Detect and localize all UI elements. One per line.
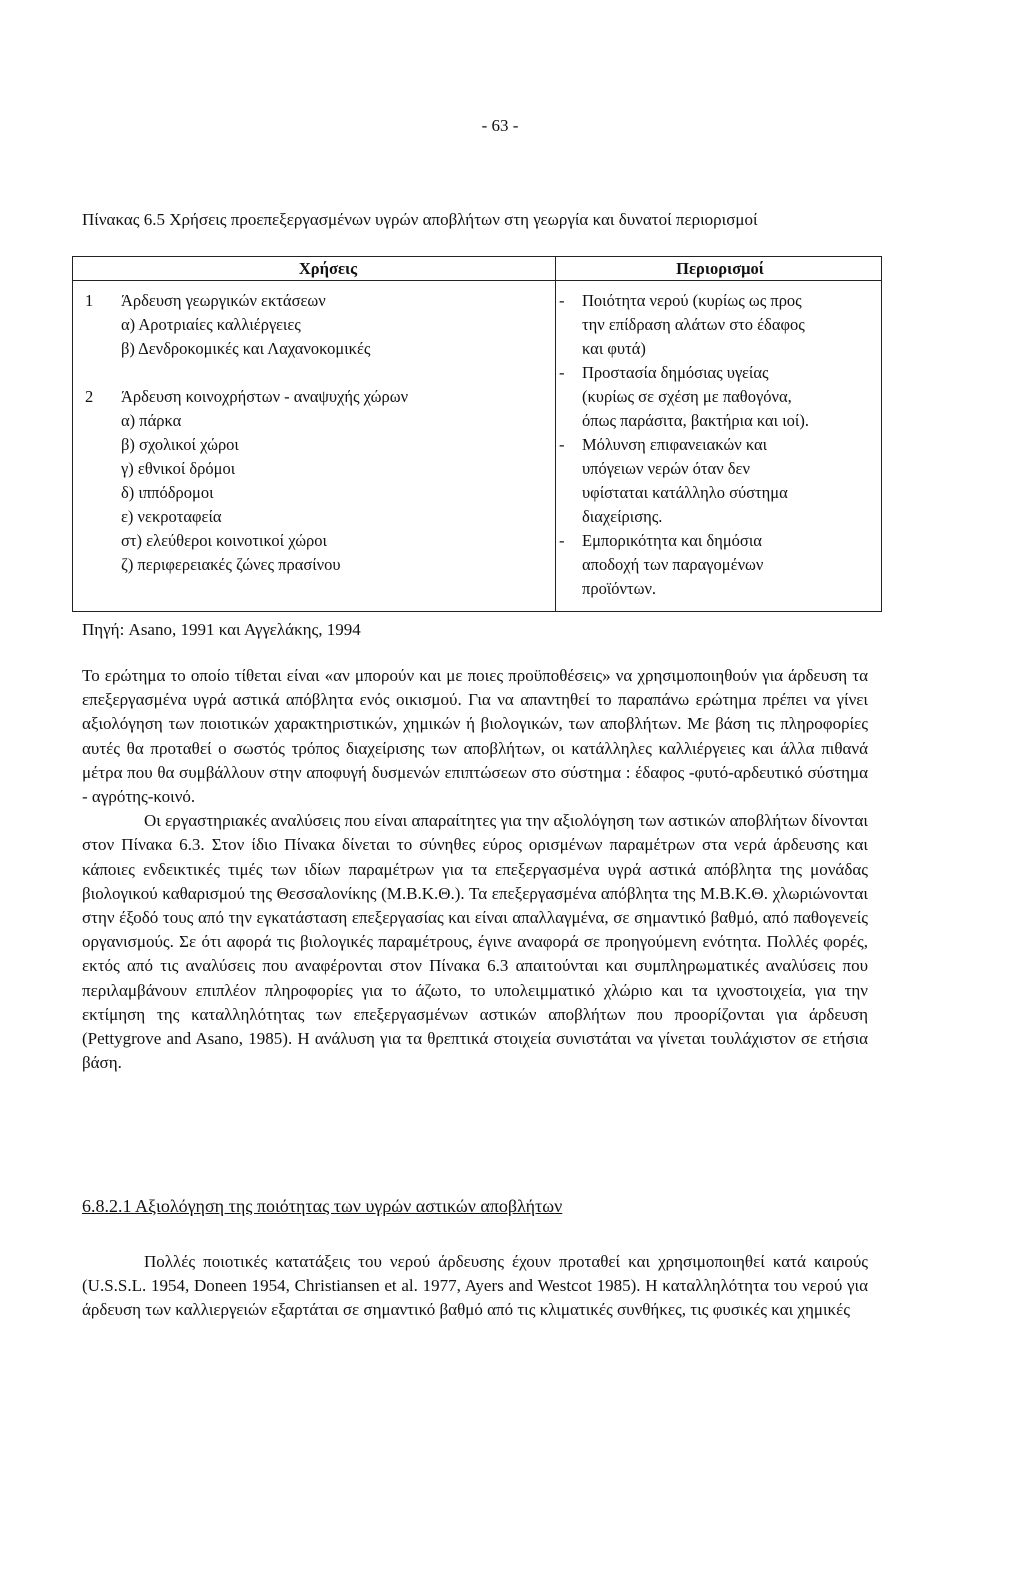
table-row — [121, 385, 551, 577]
limit-line: Εμπορικότητα και δημόσια — [582, 531, 762, 550]
limit-line: διαχείρισης. — [582, 507, 663, 526]
section-heading: 6.8.2.1 Αξιολόγηση της ποιότητας των υγρών αστικών αποβλήτων — [82, 1196, 563, 1216]
use-line: δ) ιππόδρομοι — [121, 483, 214, 502]
table-row — [121, 289, 551, 361]
limit-line: υφίσταται κατάλληλο σύστημα — [582, 483, 788, 502]
limit-dash: - — [559, 291, 565, 310]
use-line: γ) εθνικοί δρόμοι — [121, 459, 236, 478]
limit-item — [559, 433, 877, 529]
limit-text — [582, 289, 877, 361]
limit-dash: - — [559, 435, 565, 454]
paragraph: Το ερώτημα το οποίο τίθεται είναι «αν μπορούν και με ποιες προϋποθέσεις» να χρησιμοποιηθούν για άρδευση τα επεξεργασμένα υγρά αστικά απόβλητα ενός οικισμού. Για να απαντηθεί το παραπάνω ερώτημα πρέπει να γίνει αξιολόγηση των ποιοτικών χαρακτηριστικών, χημικών ή βιολογικών, των αποβλήτων. Με βάση τις πληροφορίες αυτές θα προταθεί ο σωστός τρόπος διαχείρισης των αποβλήτων, οι κατάλληλες καλλιέργειες και άλλα πιθανά μέτρα που θα συμβάλλουν στην αποφυγή δυσμενών επιπτώσεων στο σύστημα : έδαφος -φυτό-αρδευτικό σύστημα - αγρότης-κοινό. — [82, 666, 868, 807]
limit-line: Προστασία δημόσιας υγείας — [582, 363, 769, 382]
limit-text — [582, 361, 877, 433]
limit-text — [582, 433, 877, 529]
row-number: 1 — [85, 291, 94, 310]
limit-line: (κυρίως σε σχέση με παθογόνα, — [582, 387, 792, 406]
header-limits: Περιορισμοί — [676, 259, 764, 278]
use-line: Άρδευση γεωργικών εκτάσεων — [121, 291, 326, 310]
limit-line: και φυτά) — [582, 339, 646, 358]
use-line: α) Αροτριαίες καλλιέργειες — [121, 315, 301, 334]
paragraph: Πολλές ποιοτικές κατατάξεις του νερού άρδευσης έχουν προταθεί και χρησιμοποιηθεί κατά καιρούς (U.S.S.L. 1954, Doneen 1954, Christiansen et al. 1977, Ayers and Westcot 1985). Η καταλληλότητα του νερού για άρδευση των καλλιεργειών εξαρτάται σε σημαντικό βαθμό από τις κλιματικές συνθήκες, τις φυσικές και χημικές — [82, 1252, 868, 1320]
page-number: - 63 - — [481, 116, 519, 135]
limit-line: αποδοχή των παραγομένων — [582, 555, 764, 574]
use-line: Άρδευση κοινοχρήστων - αναψυχής χώρων — [121, 387, 409, 406]
limit-dash: - — [559, 531, 565, 550]
use-line: ζ) περιφερειακές ζώνες πρασίνου — [121, 555, 341, 574]
column-divider — [555, 257, 556, 611]
limit-line: προϊόντων. — [582, 579, 657, 598]
limit-line: Ποιότητα νερού (κυρίως ως προς — [582, 291, 802, 310]
header-uses: Χρήσεις — [298, 259, 358, 278]
limit-dash: - — [559, 363, 565, 382]
table-caption-label: Πίνακας 6.5 — [82, 210, 165, 229]
row-number: 2 — [85, 387, 94, 406]
paragraph: Οι εργαστηριακές αναλύσεις που είναι απαραίτητες για την αξιολόγηση των αστικών αποβλήτων δίνονται στον Πίνακα 6.3. Στον ίδιο Πίνακα δίνεται το σύνηθες εύρος ορισμένων παραμέτρων στα νερά άρδευσης και κάποιες ενδεικτικές τιμές των ιδίων παραμέτρων για τα επεξεργασμένα υγρά αστικά απόβλητα της μονάδας βιολογικού καθαρισμού της Θεσσαλονίκης (Μ.Β.Κ.Θ.). Τα επεξεργασμένα απόβλητα της Μ.Β.Κ.Θ. χλωριώνονται στην έξοδό τους από την εγκατάσταση επεξεργασίας και είναι απαλλαγμένα, σε σημαντικό βαθμό, από παθογενείς οργανισμούς. Σε ότι αφορά τις βιολογικές παραμέτρους, έγινε αναφορά σε προηγούμενη ενότητα. Πολλές φορές, εκτός από τις αναλύσεις που αναφέρονται στον Πίνακα 6.3 απαιτούνται και συμπληρωματικές αναλύσεις που περιλαμβάνουν επιπλέον πληροφορίες για το άζωτο, το υπολειμματικό χλώριο και τα ιχνοστοιχεία, για την εκτίμηση της καταλληλότητας των επεξεργασμένων αστικών αποβλήτων που προορίζονται για άρδευση (Pettygrove and Asano, 1985). Η ανάλυση για τα θρεπτικά στοιχεία συνιστάται να γίνεται τουλάχιστον σε ετήσια βάση. — [82, 811, 868, 1073]
use-line: α) πάρκα — [121, 411, 182, 430]
limit-line: όπως παράσιτα, βακτήρια και ιοί). — [582, 411, 809, 430]
use-line: β) Δενδροκομικές και Λαχανοκομικές — [121, 339, 371, 358]
limits-list — [559, 289, 877, 601]
table-caption-text: Χρήσεις προεπεξεργασμένων υγρών αποβλήτων στη γεωργία και δυνατοί περιορισμοί — [165, 210, 758, 229]
limit-line: Μόλυνση επιφανειακών και — [582, 435, 768, 454]
limit-text — [582, 529, 877, 601]
use-line: στ) ελεύθεροι κοινοτικοί χώροι — [121, 531, 327, 550]
limit-line: την επίδραση αλάτων στο έδαφος — [582, 315, 805, 334]
body-text-block — [82, 664, 868, 1075]
limit-line: υπόγειων νερών όταν δεν — [582, 459, 750, 478]
limit-item — [559, 361, 877, 433]
limit-item — [559, 289, 877, 361]
uses-limits-table — [72, 256, 882, 612]
use-line: β) σχολικοί χώροι — [121, 435, 239, 454]
body-text-block — [82, 1250, 868, 1323]
use-line: ε) νεκροταφεία — [121, 507, 222, 526]
table-source: Πηγή: Asano, 1991 και Αγγελάκης, 1994 — [82, 620, 361, 639]
limit-item — [559, 529, 877, 601]
table-caption — [82, 208, 882, 232]
